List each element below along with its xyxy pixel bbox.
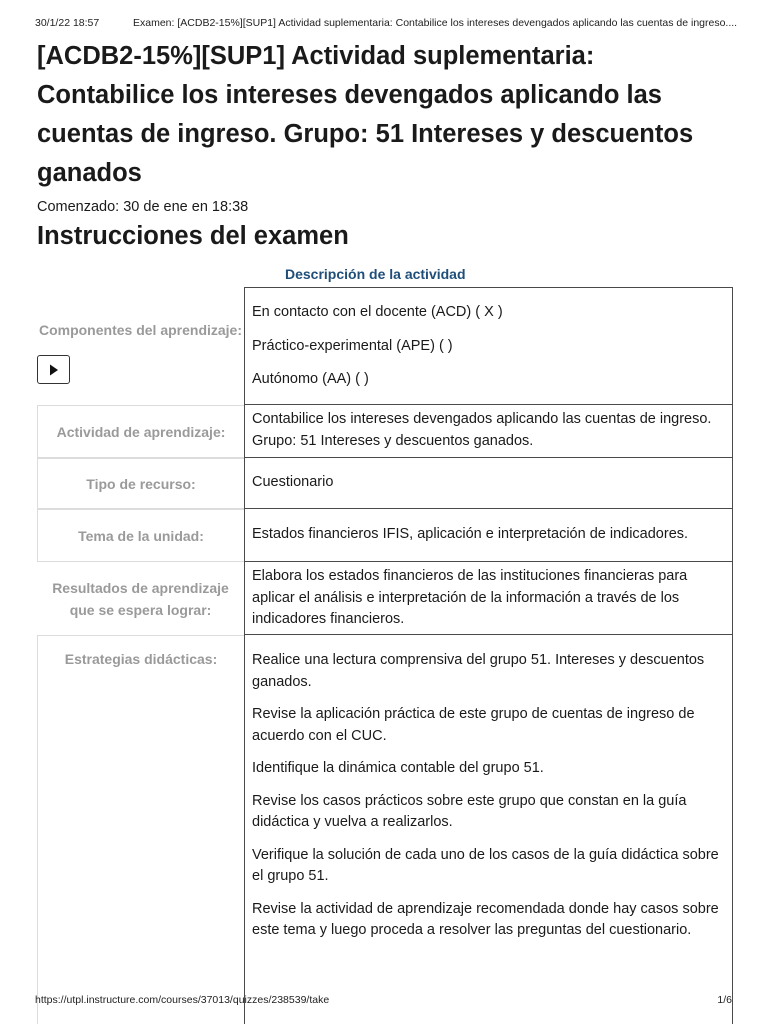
quiz-started-time: Comenzado: 30 de ene en 18:38 (37, 199, 249, 215)
row-strategies (37, 635, 733, 1024)
strategy-item: Verifique la solución de cada uno de los casos de la guía didáctica sobre el grupo 51. (252, 846, 719, 884)
row-resource-type (37, 458, 733, 509)
row-learning-activity (37, 405, 733, 458)
print-footer (35, 994, 732, 1008)
component-item: En contacto con el docente (ACD) ( X ) (252, 304, 503, 320)
strategy-item: Revise la aplicación práctica de este grupo de cuentas de ingreso de acuerdo con el CUC. (252, 706, 695, 744)
components-label: Componentes del aprendizaje: (38, 322, 243, 338)
play-button[interactable] (37, 355, 70, 384)
row-components (37, 287, 733, 405)
instructions-heading: Instrucciones del examen (37, 222, 349, 250)
strategy-item: Revise la actividad de aprendizaje recomendada donde hay casos sobre este tema y luego proceda a resolver las preguntas del cuestionario. (252, 900, 719, 938)
print-document-title: Examen: [ACDB2-15%][SUP1] Actividad suplementaria: Contabilice los intereses devengados aplicando las cuentas de ingreso.... (133, 17, 738, 29)
print-page-number: 1/6 (717, 994, 732, 1006)
component-item: Práctico-experimental (APE) ( ) (252, 337, 453, 354)
print-timestamp: 30/1/22 18:57 (35, 17, 100, 29)
resource-type-value: Cuestionario (244, 458, 733, 509)
play-icon (49, 364, 59, 376)
components-value (244, 287, 733, 405)
strategies-value (244, 635, 733, 1024)
row-expected-results (37, 562, 733, 635)
quiz-title: [ACDB2-15%][SUP1] Actividad suplementaria: Contabilice los intereses devengados aplicando las cuentas de ingreso. Grupo: 51 Intereses y descuentos ganados (37, 42, 694, 187)
activity-description-caption: Descripción de la actividad (285, 266, 466, 282)
strategy-item: Revise los casos prácticos sobre este grupo que constan en la guía didáctica y vuelva a realizarlos. (252, 792, 687, 830)
resource-type-label: Tipo de recurso: (37, 458, 244, 509)
unit-topic-value: Estados financieros IFIS, aplicación e interpretación de indicadores. (244, 509, 733, 562)
print-header (35, 17, 738, 31)
activity-description-table (37, 287, 733, 1024)
row-unit-topic (37, 509, 733, 562)
strategy-item: Realice una lectura comprensiva del grupo 51. Intereses y descuentos ganados. (252, 652, 705, 690)
unit-topic-label: Tema de la unidad: (37, 509, 244, 562)
strategies-label: Estrategias didácticas: (37, 635, 244, 1024)
expected-results-value: Elabora los estados financieros de las instituciones financieras para aplicar el análisis e interpretación de la información a través de los indicadores financieros. (244, 562, 733, 635)
learning-activity-label: Actividad de aprendizaje: (37, 405, 244, 458)
strategy-item: Identifique la dinámica contable del grupo 51. (252, 760, 544, 776)
print-url: https://utpl.instructure.com/courses/37013/quizzes/238539/take (35, 994, 330, 1006)
learning-activity-value: Contabilice los intereses devengados aplicando las cuentas de ingreso. Grupo: 51 Intereses y descuentos ganados. (244, 405, 733, 458)
component-item: Autónomo (AA) ( ) (252, 371, 369, 387)
expected-results-label: Resultados de aprendizaje que se espera lograr: (52, 579, 229, 618)
